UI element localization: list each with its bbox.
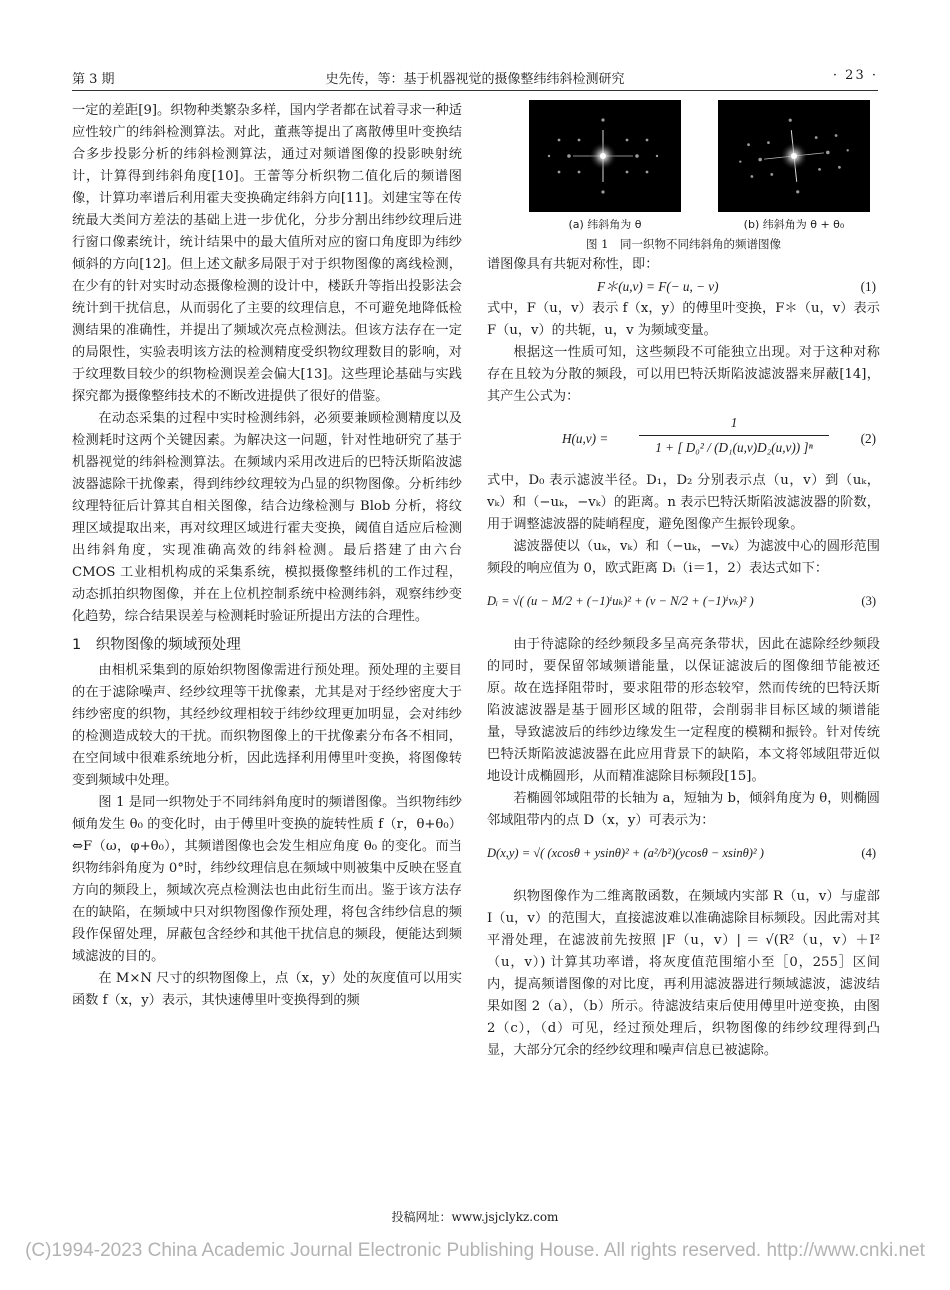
equation-number: (1) (860, 279, 876, 294)
spectrum-image (529, 100, 681, 212)
fraction-bar (639, 435, 829, 436)
left-column (72, 100, 462, 1012)
equation-2 (487, 412, 880, 466)
paragraph: 谱图像具有共轭对称性，即： (487, 257, 659, 272)
paragraph: 若椭圆邻域阻带的长轴为 a，短轴为 b，倾斜角度为 θ，则椭圆邻域阻带内的点 D（x，y）可表示为： (487, 791, 880, 828)
running-title: 史先传，等：基于机器视觉的摄像整纬纬斜检测研究 (325, 72, 625, 87)
subfigure-caption: (a) 纬斜角为 θ (568, 218, 642, 231)
equation-body: Dᵢ = √( (u − M/2 + (−1)ⁱuₖ)² + (v − N/2 + (−1)ⁱvₖ)² ) (487, 594, 754, 608)
subfigure-caption: (b) 纬斜角为 θ + θ₀ (743, 218, 845, 231)
running-header (72, 64, 878, 91)
equation-lhs: H(u,v) = (562, 431, 609, 446)
denominator: 1 + [ D₀² / (D₁(u,v)D₂(u,v)) ]ⁿ (655, 440, 813, 455)
equation-body: F＊(u,v) = F(− u, − v) (597, 279, 719, 294)
section-heading: 1 织物图像的频域预处理 (72, 637, 241, 653)
paragraph: 式中，D₀ 表示滤波半径。D₁，D₂ 分别表示点（u，v）到（uₖ，vₖ）和（−uₖ，−vₖ）的距离。n 表示巴特沃斯陷波滤波器的阶数，用于调整滤波器的陡峭程度，避免图像产生振铃现象。 (487, 473, 880, 532)
paragraph: 在动态采集的过程中实时检测纬斜，必须要兼顾检测精度以及检测耗时这两个关键因素。为解决这一问题，针对性地研究了基于机器视觉的纬斜检测算法。在频域内采用改进后的巴特沃斯陷波滤波器滤除干扰像素，得到纬纱纹理较为凸显的织物图像。分析纬纱纹理特征后计算其自相关图像，结合边缘检测与 Blob 分析，将纹理区域提取出来，再对纹理区域进行霍夫变换，阈值自适应后检测出纬斜角度，实现准确高效的纬斜检测。最后搭建了由六台 CMOS 工业相机构成的采集系统，模拟摄像整纬机的工作过程，动态抓拍织物图像，并在上位机控制系统中检测纬斜，观察纬纱变化趋势，综合结果误差与检测耗时验证所提出方法的合理性。 (72, 411, 462, 624)
spectrum-image (718, 100, 870, 212)
paragraph: 织物图像作为二维离散函数，在频域内实部 R（u，v）与虚部 I（u，v）的范围大，直接滤波难以准确滤除目标频段。因此需对其平滑处理，在滤波前先按照 |F（u，v）| ＝ √(R²（u，v）＋I²（u，v）) 计算其功率谱，将灰度值范围缩小至［0，255］区间内，提高频谱图像的对比度，再利用滤波器进行频域滤波，滤波结果如图 2（a），（b）所示。待滤波结束后使用傅里叶逆变换，由图 2（c），（d）可见，经过预处理后，织物图像的纬纱纹理得到凸显，大部分冗余的经纱纹理和噪声信息已被滤除。 (487, 889, 880, 1058)
right-column (487, 100, 880, 1062)
equation-body: D(x,y) = √( (xcosθ + ysinθ)² + (a²/b²)(ycosθ − xsinθ)² ) (487, 846, 764, 860)
page-number: · 23 · (832, 68, 878, 83)
paragraph: 滤波器使以（uₖ，vₖ）和（−uₖ，−vₖ）为滤波中心的圆形范围频段的响应值为 0，欧式距离 Dᵢ（i＝1，2）表达式如下： (487, 539, 880, 576)
figure-caption: 图 1 同一织物不同纬斜角的频谱图像 (586, 237, 781, 251)
figure-1b (718, 100, 870, 234)
paragraph: 根据这一性质可知，这些频段不可能独立出现。对于这种对称存在且较为分散的频段，可以用巴特沃斯陷波滤波器来屏蔽[14]，其产生公式为： (487, 345, 880, 404)
paragraph: 由于待滤除的经纱频段多呈高亮条带状，因此在滤除经纱频段的同时，要保留邻域频谱能量，以保证滤波后的图像细节能被还原。故在选择阻带时，要求阻带的形态较窄，然而传统的巴特沃斯陷波滤波器是基于圆形区域的阻带，会削弱非目标区域的频谱能量，导致滤波后的纬纱边缘发生一定程度的模糊和振铃。针对传统巴特沃斯陷波滤波器在此应用背景下的缺陷，本文将邻域阻带近似地设计成椭圆形，从而精准滤除目标频段[15]。 (487, 637, 880, 784)
paragraph: 一定的差距[9]。织物种类繁杂多样，国内学者都在试着寻求一种适应性较广的纬斜检测算法。对此，董燕等提出了离散傅里叶变换结合多步投影分析的纬斜检测算法，通过对频谱图像的投影映射统计，计算得到纬斜角度[10]。王蕾等分析织物二值化后的频谱图像，计算功率谱后利用霍夫变换确定纬斜方向[11]。刘建宝等在传统最大类间方差法的基础上进一步优化，分步分割出纬纱纹理后进行窗口像素统计，统计结果中的最大值所对应的窗口角度即为纬纱倾斜的方向[12]。但上述文献多局限于对于织物图像的离线检测，在少有的针对实时动态摄像检测的设计中，楼跃升等指出投影法会统计到干扰信息，从而弱化了主要的纹理信息，不可避免地降低检测结果的准确性，并提出了频域次亮点检测法。但该方法存在一定的局限性，实验表明该方法的检测精度受织物纹理数目的影响，对于纹理数目较少的织物检测误差会偏大[13]。这些理论基础与实践探究都为摄像整纬技术的不断改进提供了很好的借鉴。 (72, 103, 462, 404)
equation-1 (487, 276, 880, 298)
equation-number: (4) (861, 846, 876, 860)
equation-number: (3) (861, 594, 876, 608)
equation-fraction (639, 412, 829, 459)
paragraph: 由相机采集到的原始织物图像需进行预处理。预处理的主要目的在于滤除噪声、经纱纹理等干扰像素，尤其是对于经纱密度大于纬纱密度的织物，其经纱纹理相较于纬纱纹理更加明显，会对纬纱的检测造成较大的干扰。而织物图像上的干扰像素分布各不相同，在空间域中很难系统地分析，因此选择利用傅里叶变换，将图像转变到频域中处理。 (72, 663, 462, 788)
equation-number: (2) (860, 431, 876, 446)
paragraph: 图 1 是同一织物处于不同纬斜角度时的频谱图像。当织物纬纱倾角发生 θ₀ 的变化时，由于傅里叶变换的旋转性质 f（r，θ+θ₀）⇔F（ω，φ+θ₀），其频谱图像也会发生相应角度 θ₀ 的变化。而当织物纬斜角度为 0°时，纬纱纹理信息在频域中则被集中反映在竖直方向的频段上，频域次亮点检测法也由此衍生而出。鉴于该方法存在的缺陷，在频域中只对织物图像作预处理，将包含纬纱信息的频段作保留处理，屏蔽包含经纱和其他干扰信息的频段，便能达到频域滤波的目的。 (72, 795, 462, 964)
figure-1a (529, 100, 681, 234)
figure-1 (487, 100, 880, 254)
numerator: 1 (730, 415, 738, 430)
paragraph: 式中，F（u，v）表示 f（x，y）的傅里叶变换，F＊（u，v）表示 F（u，v）的共轭，u，v 为频域变量。 (487, 301, 880, 338)
equation-4 (487, 832, 880, 886)
paragraph: 在 M×N 尺寸的织物图像上，点（x，y）处的灰度值可以用实函数 f（x，y）表示，其快速傅里叶变换得到的频 (72, 971, 462, 1008)
equation-3 (487, 580, 880, 634)
issue-number: 第 3 期 (72, 72, 115, 87)
submission-url: 投稿网址：www.jsjclykz.com (391, 1210, 559, 1224)
copyright-watermark: (C)1994-2023 China Academic Journal Electronic Publishing House. All rights reserved. http://www.cnki.net (25, 1240, 925, 1261)
